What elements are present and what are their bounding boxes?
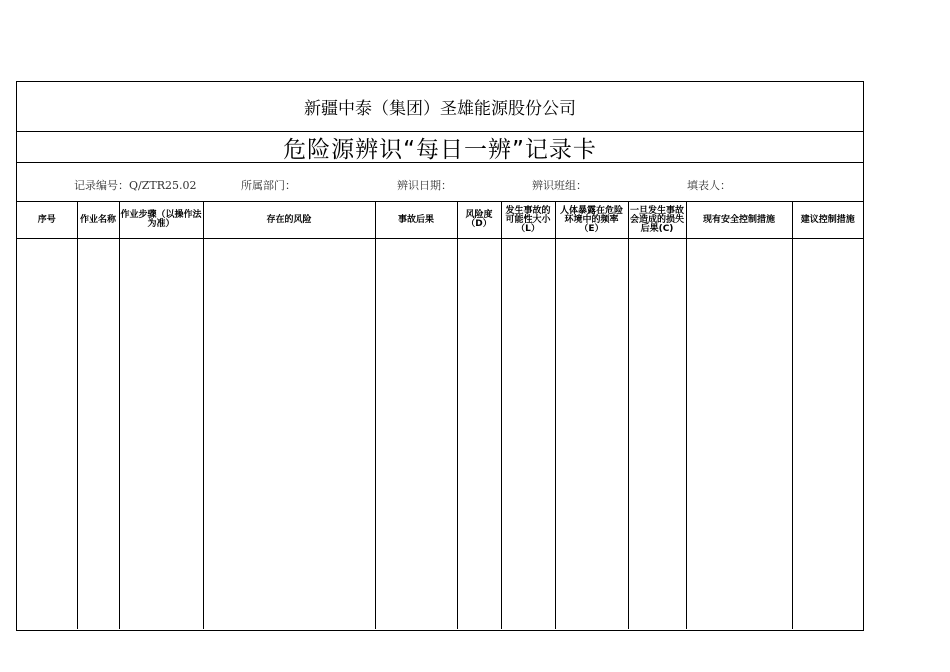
col-header-risk: 存在的风险 bbox=[203, 202, 375, 239]
identification-team-field: 辨识班组： bbox=[532, 179, 587, 192]
cell-consequence[interactable] bbox=[375, 239, 457, 630]
cell-likelihood[interactable] bbox=[501, 239, 555, 630]
col-header-current-controls: 现有安全控制措施 bbox=[686, 202, 792, 239]
identification-date-field: 辨识日期： bbox=[397, 179, 452, 192]
cell-exposure[interactable] bbox=[555, 239, 628, 630]
meta-row bbox=[17, 163, 863, 202]
department-field: 所属部门： bbox=[241, 179, 296, 192]
cell-risk[interactable] bbox=[203, 239, 375, 630]
col-header-consequence: 事故后果 bbox=[375, 202, 457, 239]
cell-risk-degree[interactable] bbox=[457, 239, 501, 630]
company-name: 新疆中泰（集团）圣雄能源股份公司 bbox=[17, 82, 863, 132]
col-header-job-steps: 作业步骤（以操作法为准） bbox=[119, 202, 203, 239]
cell-current-controls[interactable] bbox=[686, 239, 792, 630]
col-header-suggested-controls: 建议控制措施 bbox=[792, 202, 863, 239]
cell-job-steps[interactable] bbox=[119, 239, 203, 630]
table-row bbox=[17, 239, 863, 630]
col-header-severity: 一旦发生事故会造成的损失后果(C) bbox=[628, 202, 686, 239]
col-header-exposure: 人体暴露在危险环境中的频率（E） bbox=[555, 202, 628, 239]
cell-job-name[interactable] bbox=[77, 239, 119, 630]
cell-suggested-controls[interactable] bbox=[792, 239, 863, 630]
hazard-table bbox=[17, 202, 863, 629]
table-header-row bbox=[17, 202, 863, 239]
cell-severity[interactable] bbox=[628, 239, 686, 630]
col-header-likelihood: 发生事故的可能性大小（L） bbox=[501, 202, 555, 239]
cell-seq[interactable] bbox=[17, 239, 77, 630]
form-title: 危险源辨识“每日一辨”记录卡 bbox=[17, 132, 863, 163]
col-header-risk-degree: 风险度（D） bbox=[457, 202, 501, 239]
filler-field: 填表人： bbox=[687, 179, 731, 192]
record-card-form bbox=[16, 81, 864, 631]
col-header-seq: 序号 bbox=[17, 202, 77, 239]
record-number: 记录编号：Q/ZTR25.02 bbox=[74, 179, 197, 192]
col-header-job-name: 作业名称 bbox=[77, 202, 119, 239]
